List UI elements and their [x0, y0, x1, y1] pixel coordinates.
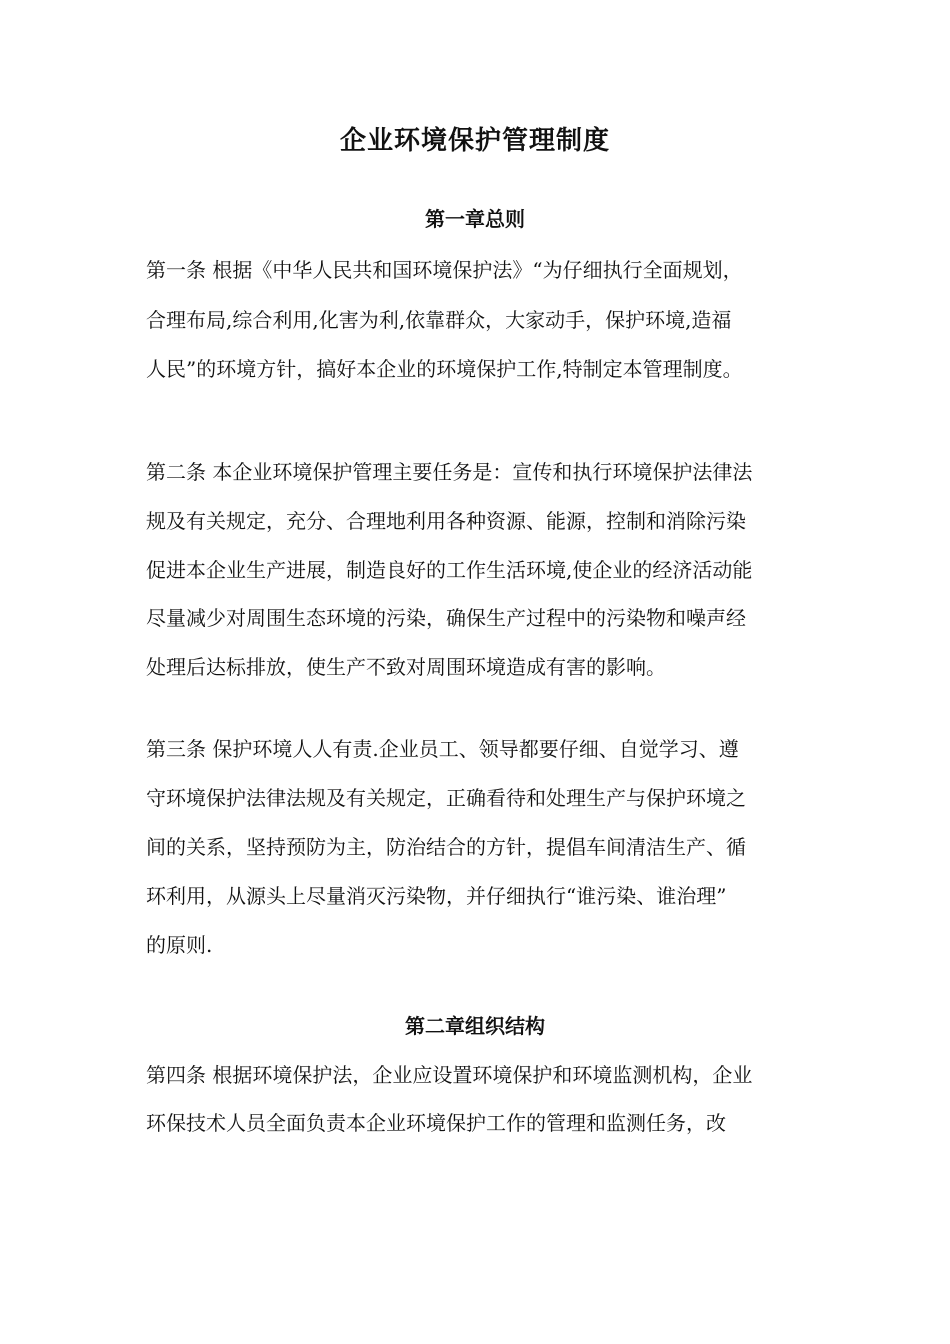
article-1-line-1: 第一条 根据《中华人民共和国环境保护法》“为仔细执行全面规划，: [146, 258, 743, 282]
article-1-line-2: 合理布局,综合利用,化害为利,依靠群众，大家动手，保护环境,造福: [146, 308, 732, 332]
article-3-line-5: 的原则.: [146, 933, 213, 957]
article-4-line-1: 第四条 根据环境保护法，企业应设置环境保护和环境监测机构，企业: [146, 1063, 753, 1087]
article-2-line-3: 促进本企业生产进展，制造良好的工作生活环境,使企业的经济活动能: [146, 558, 753, 582]
article-3-line-4: 环利用，从源头上尽量消灭污染物，并仔细执行“谁污染、谁治理”: [146, 884, 727, 908]
document-title: 企业环境保护管理制度: [339, 126, 610, 156]
article-2-line-4: 尽量减少对周围生态环境的污染，确保生产过程中的污染物和噪声经: [146, 606, 746, 630]
article-1-line-3: 人民”的环境方针，搞好本企业的环境保护工作,特制定本管理制度。: [146, 357, 743, 381]
chapter-1-heading: 第一章总则: [425, 207, 525, 231]
article-3-line-2: 守环境保护法律法规及有关规定，正确看待和处理生产与保护环境之: [146, 786, 746, 810]
article-3-line-1: 第三条 保护环境人人有责.企业员工、领导都要仔细、自觉学习、遵: [146, 737, 739, 761]
article-3-line-3: 间的关系，坚持预防为主，防治结合的方针，提倡车间清洁生产、循: [146, 835, 746, 859]
article-2-line-2: 规及有关规定，充分、合理地利用各种资源、能源，控制和消除污染: [146, 509, 746, 533]
article-4-line-2: 环保技术人员全面负责本企业环境保护工作的管理和监测任务，改: [146, 1111, 726, 1135]
article-2-line-5: 处理后达标排放，使生产不致对周围环境造成有害的影响。: [146, 655, 666, 679]
article-2-line-1: 第二条 本企业环境保护管理主要任务是：宣传和执行环境保护法律法: [146, 460, 753, 484]
chapter-2-heading: 第二章组织结构: [405, 1014, 545, 1038]
